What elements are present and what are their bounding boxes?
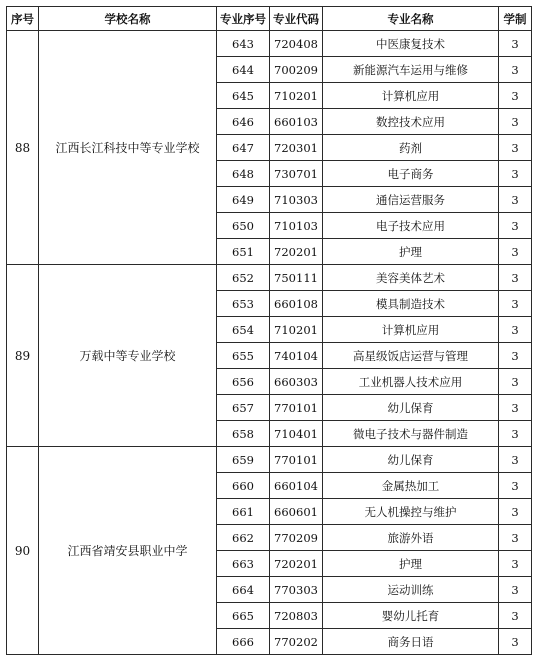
major-seq-cell: 663 <box>217 551 270 577</box>
major-seq-cell: 647 <box>217 135 270 161</box>
major-seq-cell: 659 <box>217 447 270 473</box>
major-name-cell: 电子技术应用 <box>323 213 499 239</box>
duration-cell: 3 <box>499 135 532 161</box>
duration-cell: 3 <box>499 109 532 135</box>
major-code-cell: 710103 <box>270 213 323 239</box>
majors-table <box>6 6 532 655</box>
major-seq-cell: 645 <box>217 83 270 109</box>
duration-cell: 3 <box>499 499 532 525</box>
major-code-cell: 720201 <box>270 239 323 265</box>
major-seq-cell: 657 <box>217 395 270 421</box>
major-seq-cell: 646 <box>217 109 270 135</box>
major-name-cell: 金属热加工 <box>323 473 499 499</box>
duration-cell: 3 <box>499 551 532 577</box>
major-code-cell: 770101 <box>270 395 323 421</box>
table-body <box>7 31 532 655</box>
major-code-cell: 660303 <box>270 369 323 395</box>
major-name-cell: 无人机操控与维护 <box>323 499 499 525</box>
duration-cell: 3 <box>499 31 532 57</box>
header-duration: 学制 <box>499 7 532 31</box>
major-code-cell: 730701 <box>270 161 323 187</box>
duration-cell: 3 <box>499 473 532 499</box>
duration-cell: 3 <box>499 265 532 291</box>
major-name-cell: 模具制造技术 <box>323 291 499 317</box>
major-name-cell: 旅游外语 <box>323 525 499 551</box>
major-code-cell: 740104 <box>270 343 323 369</box>
major-name-cell: 幼儿保育 <box>323 447 499 473</box>
duration-cell: 3 <box>499 187 532 213</box>
table-row <box>7 265 532 291</box>
major-code-cell: 720201 <box>270 551 323 577</box>
major-seq-cell: 649 <box>217 187 270 213</box>
duration-cell: 3 <box>499 161 532 187</box>
major-name-cell: 护理 <box>323 239 499 265</box>
major-name-cell: 婴幼儿托育 <box>323 603 499 629</box>
major-name-cell: 中医康复技术 <box>323 31 499 57</box>
header-major-name: 专业名称 <box>323 7 499 31</box>
major-name-cell: 通信运营服务 <box>323 187 499 213</box>
major-code-cell: 660108 <box>270 291 323 317</box>
major-code-cell: 710303 <box>270 187 323 213</box>
school-name-cell: 江西长江科技中等专业学校 <box>39 31 217 265</box>
major-code-cell: 710201 <box>270 317 323 343</box>
header-row <box>7 7 532 31</box>
major-name-cell: 美容美体艺术 <box>323 265 499 291</box>
major-code-cell: 770209 <box>270 525 323 551</box>
duration-cell: 3 <box>499 57 532 83</box>
major-seq-cell: 644 <box>217 57 270 83</box>
duration-cell: 3 <box>499 317 532 343</box>
major-name-cell: 微电子技术与器件制造 <box>323 421 499 447</box>
major-code-cell: 770202 <box>270 629 323 655</box>
major-seq-cell: 654 <box>217 317 270 343</box>
major-name-cell: 药剂 <box>323 135 499 161</box>
major-seq-cell: 662 <box>217 525 270 551</box>
major-seq-cell: 666 <box>217 629 270 655</box>
header-school: 学校名称 <box>39 7 217 31</box>
major-seq-cell: 651 <box>217 239 270 265</box>
school-seq-cell: 89 <box>7 265 39 447</box>
major-code-cell: 750111 <box>270 265 323 291</box>
major-seq-cell: 648 <box>217 161 270 187</box>
table-row <box>7 31 532 57</box>
major-code-cell: 660104 <box>270 473 323 499</box>
duration-cell: 3 <box>499 369 532 395</box>
major-name-cell: 工业机器人技术应用 <box>323 369 499 395</box>
major-code-cell: 720408 <box>270 31 323 57</box>
duration-cell: 3 <box>499 603 532 629</box>
major-code-cell: 700209 <box>270 57 323 83</box>
major-seq-cell: 652 <box>217 265 270 291</box>
major-code-cell: 710401 <box>270 421 323 447</box>
duration-cell: 3 <box>499 577 532 603</box>
school-name-cell: 万载中等专业学校 <box>39 265 217 447</box>
major-seq-cell: 661 <box>217 499 270 525</box>
major-name-cell: 运动训练 <box>323 577 499 603</box>
major-seq-cell: 660 <box>217 473 270 499</box>
duration-cell: 3 <box>499 343 532 369</box>
major-seq-cell: 658 <box>217 421 270 447</box>
duration-cell: 3 <box>499 395 532 421</box>
table-row <box>7 447 532 473</box>
major-code-cell: 770303 <box>270 577 323 603</box>
major-name-cell: 商务日语 <box>323 629 499 655</box>
header-major-seq: 专业序号 <box>217 7 270 31</box>
duration-cell: 3 <box>499 421 532 447</box>
major-seq-cell: 653 <box>217 291 270 317</box>
major-code-cell: 710201 <box>270 83 323 109</box>
duration-cell: 3 <box>499 447 532 473</box>
duration-cell: 3 <box>499 239 532 265</box>
major-name-cell: 数控技术应用 <box>323 109 499 135</box>
header-major-code: 专业代码 <box>270 7 323 31</box>
major-seq-cell: 665 <box>217 603 270 629</box>
major-seq-cell: 664 <box>217 577 270 603</box>
major-code-cell: 660601 <box>270 499 323 525</box>
duration-cell: 3 <box>499 83 532 109</box>
major-code-cell: 660103 <box>270 109 323 135</box>
major-seq-cell: 643 <box>217 31 270 57</box>
major-name-cell: 幼儿保育 <box>323 395 499 421</box>
duration-cell: 3 <box>499 213 532 239</box>
major-name-cell: 电子商务 <box>323 161 499 187</box>
major-seq-cell: 655 <box>217 343 270 369</box>
major-seq-cell: 650 <box>217 213 270 239</box>
duration-cell: 3 <box>499 291 532 317</box>
major-code-cell: 770101 <box>270 447 323 473</box>
school-name-cell: 江西省靖安县职业中学 <box>39 447 217 655</box>
major-code-cell: 720803 <box>270 603 323 629</box>
major-name-cell: 新能源汽车运用与维修 <box>323 57 499 83</box>
major-name-cell: 计算机应用 <box>323 317 499 343</box>
major-name-cell: 高星级饭店运营与管理 <box>323 343 499 369</box>
major-seq-cell: 656 <box>217 369 270 395</box>
major-code-cell: 720301 <box>270 135 323 161</box>
duration-cell: 3 <box>499 629 532 655</box>
major-name-cell: 计算机应用 <box>323 83 499 109</box>
school-seq-cell: 90 <box>7 447 39 655</box>
header-seq: 序号 <box>7 7 39 31</box>
school-seq-cell: 88 <box>7 31 39 265</box>
major-name-cell: 护理 <box>323 551 499 577</box>
duration-cell: 3 <box>499 525 532 551</box>
